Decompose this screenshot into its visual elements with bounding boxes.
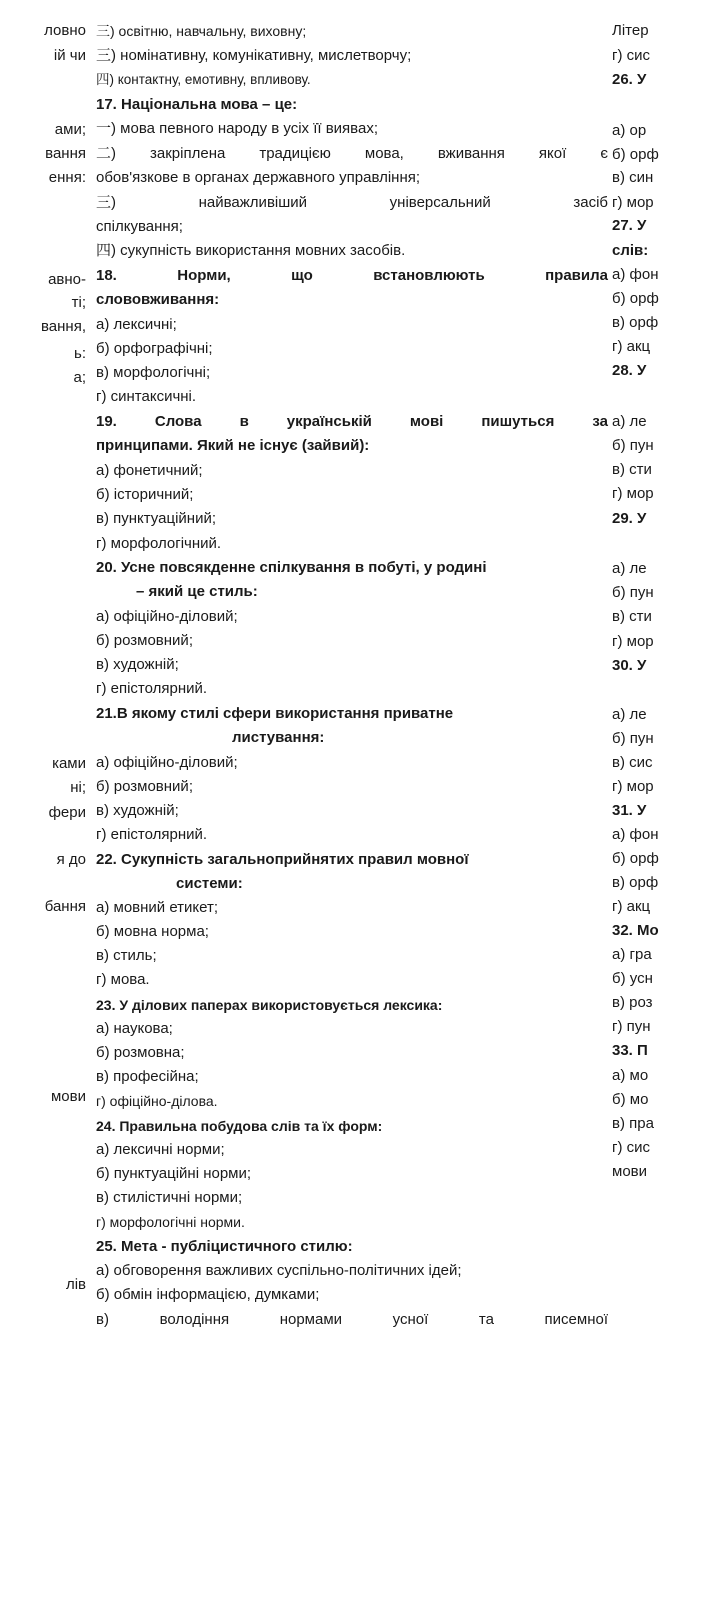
word: традицією: [259, 145, 331, 162]
left-text-fragment: ами;: [54, 121, 86, 138]
text-line: а) наукова;: [96, 1020, 173, 1037]
word: 19.: [96, 413, 117, 430]
word: в): [96, 1311, 109, 1328]
right-text-fragment: а) ле: [612, 560, 647, 577]
right-text-fragment: Літер: [612, 22, 649, 39]
text-line: 三) номінативну, комунікативну, мислетворчу;: [96, 47, 412, 64]
text-line: в) морфологічні;: [96, 364, 211, 381]
left-text-fragment: вання,: [41, 318, 86, 335]
word: найважливіший: [198, 194, 308, 211]
word: що: [291, 267, 313, 284]
right-text-fragment: а) гра: [612, 946, 652, 963]
right-text-fragment: г) мор: [612, 194, 654, 211]
text-line: г) морфологічні норми.: [96, 1214, 245, 1230]
right-text-fragment: в) сис: [612, 754, 653, 771]
word: Слова: [154, 413, 202, 430]
right-text-fragment: б) орф: [612, 146, 659, 163]
right-text-fragment: г) акц: [612, 898, 651, 915]
word: Норми,: [177, 267, 231, 284]
left-text-fragment: мови: [50, 1088, 86, 1105]
text-line: а) обговорення важливих суспільно-політичних ідей;: [96, 1262, 462, 1279]
right-text-fragment: а) ле: [612, 706, 647, 723]
text-line: б) розмовна;: [96, 1044, 185, 1061]
left-text-fragment: я до: [56, 851, 86, 868]
right-text-fragment: а) мо: [612, 1067, 649, 1084]
word: пишуться: [481, 413, 555, 430]
right-text-fragment: в) сти: [612, 461, 652, 478]
text-line: 三) освітню, навчальну, виховну;: [96, 23, 307, 39]
right-text-fragment: б) пун: [612, 730, 654, 747]
text-line: 20. Усне повсякденне спілкування в побуті, у родині: [96, 559, 487, 576]
text-line: г) епістолярний.: [96, 680, 208, 697]
word: є: [600, 145, 608, 162]
right-text-fragment: мови: [612, 1163, 648, 1180]
text-line: 24. Правильна побудова слів та їх форм:: [96, 1118, 383, 1134]
text-line: – який це стиль:: [136, 583, 258, 600]
text-line: 四) контактну, емотивну, впливову.: [96, 72, 311, 87]
text-line: а) фонетичний;: [96, 462, 203, 479]
text-line: в) професійна;: [96, 1068, 199, 1085]
right-text-fragment: 26. У: [612, 71, 647, 88]
text-line: б) орфографічні;: [96, 340, 213, 357]
text-line: в) стилістичні норми;: [96, 1189, 243, 1206]
left-text-fragment: ення:: [48, 169, 86, 186]
right-text-fragment: г) мор: [612, 485, 654, 502]
word: правила: [545, 267, 608, 284]
text-line: г) морфологічний.: [96, 535, 222, 552]
left-text-fragment: ками: [52, 755, 86, 772]
text-line: 23. У ділових паперах використовується лексика:: [96, 997, 443, 1013]
left-text-fragment: ні;: [70, 779, 86, 796]
text-line: 22. Сукупність загальноприйнятих правил мовної: [96, 851, 469, 868]
text-line: г) синтаксичні.: [96, 388, 197, 405]
left-text-fragment: ій чи: [53, 47, 86, 64]
right-text-fragment: б) орф: [612, 290, 659, 307]
left-text-fragment: авно-: [48, 271, 86, 288]
left-text-fragment: ті;: [71, 294, 86, 311]
text-line: слововживання:: [96, 291, 220, 308]
left-text-fragment: лів: [65, 1276, 86, 1293]
word: писемної: [544, 1311, 608, 1328]
word: усної: [392, 1311, 429, 1328]
right-text-fragment: 27. У: [612, 217, 647, 234]
justified-line: [96, 413, 608, 431]
justified-line: [96, 145, 608, 163]
text-line: спілкування;: [96, 218, 183, 235]
right-text-fragment: г) мор: [612, 633, 654, 650]
text-line: б) історичний;: [96, 486, 194, 503]
word: засіб: [573, 194, 608, 211]
left-text-fragment: ловно: [44, 22, 86, 39]
text-line: системи:: [176, 875, 243, 892]
word: 18.: [96, 267, 117, 284]
text-line: а) мовний етикет;: [96, 899, 219, 916]
text-line: 17. Національна мова – це:: [96, 96, 298, 113]
left-text-fragment: вання: [45, 145, 86, 162]
right-text-fragment: б) пун: [612, 584, 654, 601]
word: якої: [538, 145, 567, 162]
left-text-fragment: ь:: [74, 345, 86, 362]
right-text-fragment: 30. У: [612, 657, 647, 674]
word: 二): [96, 145, 116, 162]
text-line: б) обмін інформацією, думками;: [96, 1286, 320, 1303]
word: та: [478, 1311, 494, 1328]
word: мова,: [364, 145, 404, 162]
right-text-fragment: 32. Мо: [612, 922, 659, 939]
right-text-fragment: слів:: [612, 242, 649, 259]
right-text-fragment: в) син: [612, 169, 654, 186]
word: вживання: [437, 145, 505, 162]
word: за: [592, 413, 608, 430]
right-text-fragment: б) орф: [612, 850, 659, 867]
right-text-fragment: 29. У: [612, 510, 647, 527]
justified-line: [96, 267, 608, 285]
right-text-fragment: 28. У: [612, 362, 647, 379]
right-text-fragment: б) пун: [612, 437, 654, 454]
left-text-fragment: бання: [44, 898, 86, 915]
text-line: 一) мова певного народу в усіх її виявах;: [96, 120, 378, 137]
text-line: в) пунктуаційний;: [96, 510, 216, 527]
right-text-fragment: г) сис: [612, 47, 651, 64]
word: нормами: [279, 1311, 343, 1328]
right-text-fragment: в) сти: [612, 608, 652, 625]
text-line: а) лексичні норми;: [96, 1141, 225, 1158]
right-text-fragment: в) орф: [612, 874, 659, 891]
right-text-fragment: а) фон: [612, 266, 659, 283]
right-text-fragment: 31. У: [612, 802, 647, 819]
text-line: принципами. Який не існує (зайвий):: [96, 437, 370, 454]
right-text-fragment: г) мор: [612, 778, 654, 795]
word: в: [239, 413, 249, 430]
right-text-fragment: а) ор: [612, 122, 647, 139]
text-line: а) офіційно-діловий;: [96, 754, 238, 771]
right-text-fragment: в) орф: [612, 314, 659, 331]
text-line: обов'язкове в органах державного управління;: [96, 169, 421, 186]
right-text-fragment: г) акц: [612, 338, 651, 355]
right-text-fragment: а) ле: [612, 413, 647, 430]
justified-line: [96, 1311, 608, 1329]
left-text-fragment: фери: [48, 804, 86, 821]
word: закріплена: [150, 145, 226, 162]
word: українській: [286, 413, 372, 430]
right-text-fragment: в) пра: [612, 1115, 654, 1132]
word: універсальний: [389, 194, 491, 211]
text-line: листування:: [232, 729, 325, 746]
text-line: 四) сукупність використання мовних засобів.: [96, 242, 406, 259]
text-line: в) художній;: [96, 656, 179, 673]
word: мові: [409, 413, 444, 430]
text-line: б) мовна норма;: [96, 923, 209, 940]
word: 三): [96, 194, 116, 211]
text-line: б) пунктуаційні норми;: [96, 1165, 252, 1182]
text-line: в) стиль;: [96, 947, 157, 964]
right-text-fragment: 33. П: [612, 1042, 648, 1059]
right-text-fragment: г) сис: [612, 1139, 651, 1156]
text-line: г) епістолярний.: [96, 826, 208, 843]
text-line: в) художній;: [96, 802, 179, 819]
right-text-fragment: в) роз: [612, 994, 653, 1011]
text-line: б) розмовний;: [96, 632, 193, 649]
right-text-fragment: б) усн: [612, 970, 653, 987]
right-text-fragment: а) фон: [612, 826, 659, 843]
right-text-fragment: г) пун: [612, 1018, 651, 1035]
justified-line: [96, 194, 608, 212]
text-line: г) мова.: [96, 971, 150, 988]
text-line: а) лексичні;: [96, 316, 177, 333]
word: встановлюють: [373, 267, 485, 284]
text-line: 25. Мета - публіцистичного стилю:: [96, 1238, 353, 1255]
word: володіння: [159, 1311, 230, 1328]
text-line: г) офіційно-ділова.: [96, 1093, 218, 1109]
right-text-fragment: б) мо: [612, 1091, 649, 1108]
text-line: а) офіційно-діловий;: [96, 608, 238, 625]
text-line: 21.В якому стилі сфери використання приватне: [96, 705, 454, 722]
left-text-fragment: а;: [73, 369, 86, 386]
text-line: б) розмовний;: [96, 778, 193, 795]
